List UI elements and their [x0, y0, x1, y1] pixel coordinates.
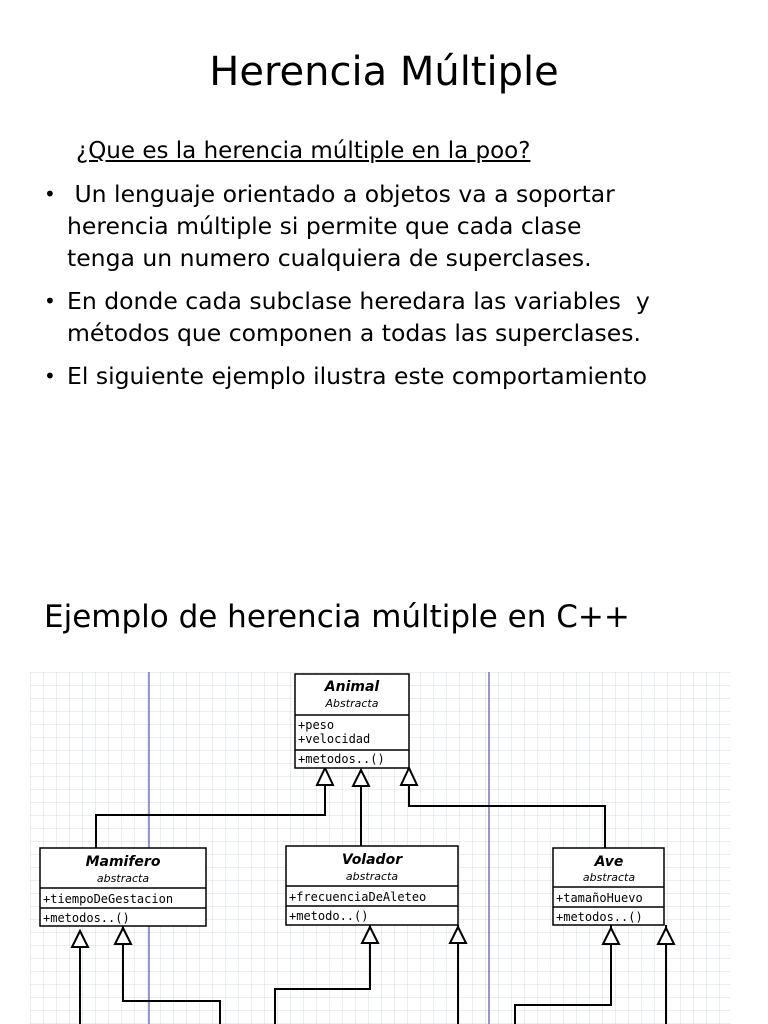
class-stereotype: abstracta: [582, 871, 636, 884]
uml-class-diagram: [30, 672, 730, 1024]
bullet-line: Un lenguaje orientado a objetos va a soportar: [67, 180, 615, 208]
class-stereotype: abstracta: [345, 870, 399, 883]
class-name: Ave: [594, 854, 624, 870]
bullet-icon: •: [44, 289, 56, 313]
class-method: +metodo..(): [289, 909, 369, 923]
question-heading: ¿Que es la herencia múltiple en la poo?: [76, 138, 531, 164]
class-stereotype: abstracta: [96, 872, 150, 885]
class-attribute: +frecuenciaDeAleteo: [289, 890, 427, 904]
bullet-icon: •: [44, 182, 56, 206]
class-attribute: +tiempoDeGestacion: [43, 892, 174, 906]
bullet-list: [44, 178, 744, 403]
class-box-mamifero: [40, 848, 206, 926]
bullet-line: herencia múltiple si permite que cada clase: [67, 212, 582, 240]
class-stereotype: Abstracta: [325, 697, 379, 710]
class-box-volador: [286, 846, 458, 925]
bullet-item: [44, 360, 744, 392]
section-title: Ejemplo de herencia múltiple en C++: [44, 599, 630, 635]
class-box-animal: [295, 674, 409, 768]
class-attribute: +peso: [298, 718, 335, 732]
bullet-icon: •: [44, 364, 56, 388]
class-method: +metodos..(): [43, 911, 130, 925]
class-attribute: +velocidad: [298, 732, 371, 746]
class-name: Animal: [324, 679, 380, 695]
bullet-line: El siguiente ejemplo ilustra este comportamiento: [67, 362, 647, 390]
bullet-item: [44, 285, 744, 349]
bullet-item: [44, 178, 744, 274]
slide-title: Herencia Múltiple: [209, 49, 559, 95]
class-attribute: +tamañoHuevo: [556, 891, 643, 905]
class-method: +metodos..(): [556, 910, 643, 924]
bullet-line: tenga un numero cualquiera de superclases.: [67, 244, 592, 272]
bullet-line: En donde cada subclase heredara las variables y: [67, 287, 650, 315]
bullet-line: métodos que componen a todas las superclases.: [67, 319, 641, 347]
class-box-ave: [553, 848, 664, 925]
class-method: +metodos..(): [298, 752, 385, 766]
class-name: Mamifero: [85, 854, 161, 870]
class-name: Volador: [341, 852, 403, 868]
